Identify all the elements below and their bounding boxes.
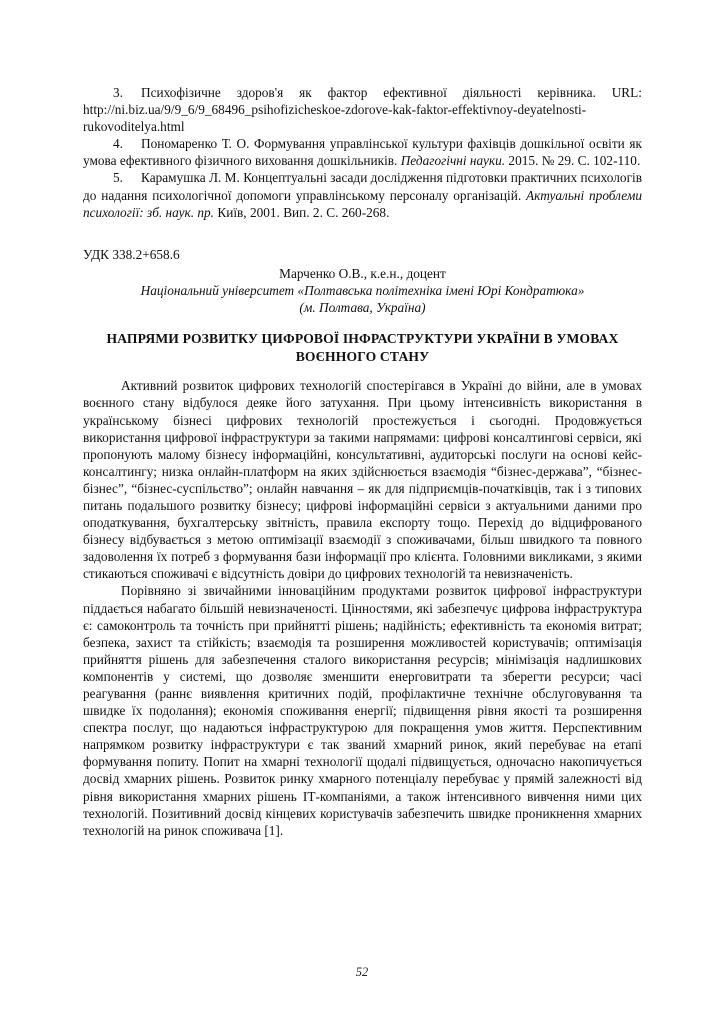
reference-item — [83, 135, 642, 169]
reference-item — [83, 169, 642, 220]
reference-text-tail: 2015. № 29. С. 102-110. — [505, 153, 641, 169]
reference-text-tail: Київ, 2001. Вип. 2. С. 260-268. — [214, 204, 390, 220]
author-block — [83, 265, 642, 316]
reference-text: Пономаренко Т. О. Формування управлінської культури фахівців дошкільної освіти як умова ефективного фізичного виховання дошкільників. — [83, 136, 642, 169]
article-body — [83, 377, 642, 839]
udk-code: УДК 338.2+658.6 — [83, 246, 180, 262]
author-name: Марченко О.В., к.е.н., доцент — [279, 265, 446, 281]
page-content — [83, 84, 642, 839]
spacer — [83, 316, 642, 330]
author-affiliation: Національний університет «Полтавська політехніка імені Юрі Кондратюка» — [140, 282, 585, 298]
spacer — [83, 221, 642, 246]
reference-item — [83, 84, 642, 135]
reference-number: 3. — [113, 85, 123, 100]
spacer — [83, 365, 642, 377]
reference-number: 4. — [113, 136, 123, 152]
article-title: НАПРЯМИ РОЗВИТКУ ЦИФРОВОЇ ІНФРАСТРУКТУРИ УКРАЇНИ В УМОВАХ ВОЄННОГО СТАНУ — [106, 331, 619, 364]
author-city: (м. Полтава, Україна) — [299, 300, 426, 316]
reference-number: 5. — [113, 170, 123, 186]
reference-text: Карамушка Л. М. Концептуальні засади дослідження підготовки практичних психологів до надання психологічної допомоги управлінському персоналу організацій. — [83, 170, 642, 203]
page-number: 52 — [355, 965, 369, 979]
reference-source-title: Актуальні проблеми психології: зб. наук. пр. — [83, 187, 642, 220]
body-paragraph: Порівняно зі звичайними інноваційним продуктами розвиток цифрової інфраструктури піддається набагато більшій невизначеності. Цінностями, які забезпечує цифрова інфраструктура є: самоконтроль та точність при прийнятті рішень; надійність; ефективність та економія витрат; безпека, захист та стійкість; взаємодія та розширення можливостей користувачів; оптимізація прийняття рішень для забезпечення сталого використання ресурсів; мінімізація надлишкових компонентів у системі, що дозволяє зменшити енерговитрати та зберегти ресурси; часі реагування (раннє виявлення критичних подій, профілактичне технічне обслуговування та швидке їх подолання); економія споживання енергії; підвищення рівня якості та розширення спектра послуг, що надаються інфраструктурою для покращення умов життя. Перспективним напрямком розвитку інфраструктури є так званий хмарний ринок, який перебуває на етапі формування попиту. Попит на хмарні технології щодалі підвищується, одночасно накопичується досвід хмарних рішень. Розвиток ринку хмарного потенціалу перебуває у прямій залежності від рівня використання хмарних рішень ІТ-компаніями, а також інтенсивного вивчення ними цих технологій. Позитивний досвід кінцевих користувачів забезпечить швидке проникнення хмарних технологій на ринок споживача [1]. — [83, 583, 642, 838]
reference-text: Психофізичне здоров'я як фактор ефективної діяльності керівника. URL: http://ni.biz.ua/9/9_6/9_68496_psihofizicheskoe-zdorove-kak-faktor-effektivnoy-deyatelnosti-rukovoditelya.html — [83, 85, 642, 135]
reference-list — [83, 84, 642, 221]
reference-source-title: Педагогічні науки. — [400, 153, 506, 169]
body-paragraph: Активний розвиток цифрових технологій спостерігався в Україні до війни, але в умовах воєнного стану відбулося деяке його затухання. При цьому інтенсивність використання в українському бізнесі цифрових технологій простежується і сьогодні. Продовжується використання цифрової інфраструктури за такими напрямами: цифрові консалтингові сервіси, які пропонують малому бізнесу інформаційні, консультативні, аудиторські послуги на основі кейс-консалтингу; низка онлайн-платформ на яких здійснюється взаємодія “бізнес-держава”, “бізнес-бізнес”, “бізнес-суспільство”; онлайн навчання – як для підприємців-початківців, так і з типових питань подальшого розвитку бізнесу; цифрові інформаційні сервіси з актуальними даними про оподаткування, бухгалтерську звітність, правила експорту тощо. Перехід до відцифрованого бізнесу відбувається з метою оптимізації взаємодії з споживачами, більш швидкого та повного задоволення їх потреб з формування бази інформації про клієнта. Головними викликами, з якими стикаються споживачі є відсутність довіри до цифрових технологій та невизначеність. — [83, 378, 642, 582]
